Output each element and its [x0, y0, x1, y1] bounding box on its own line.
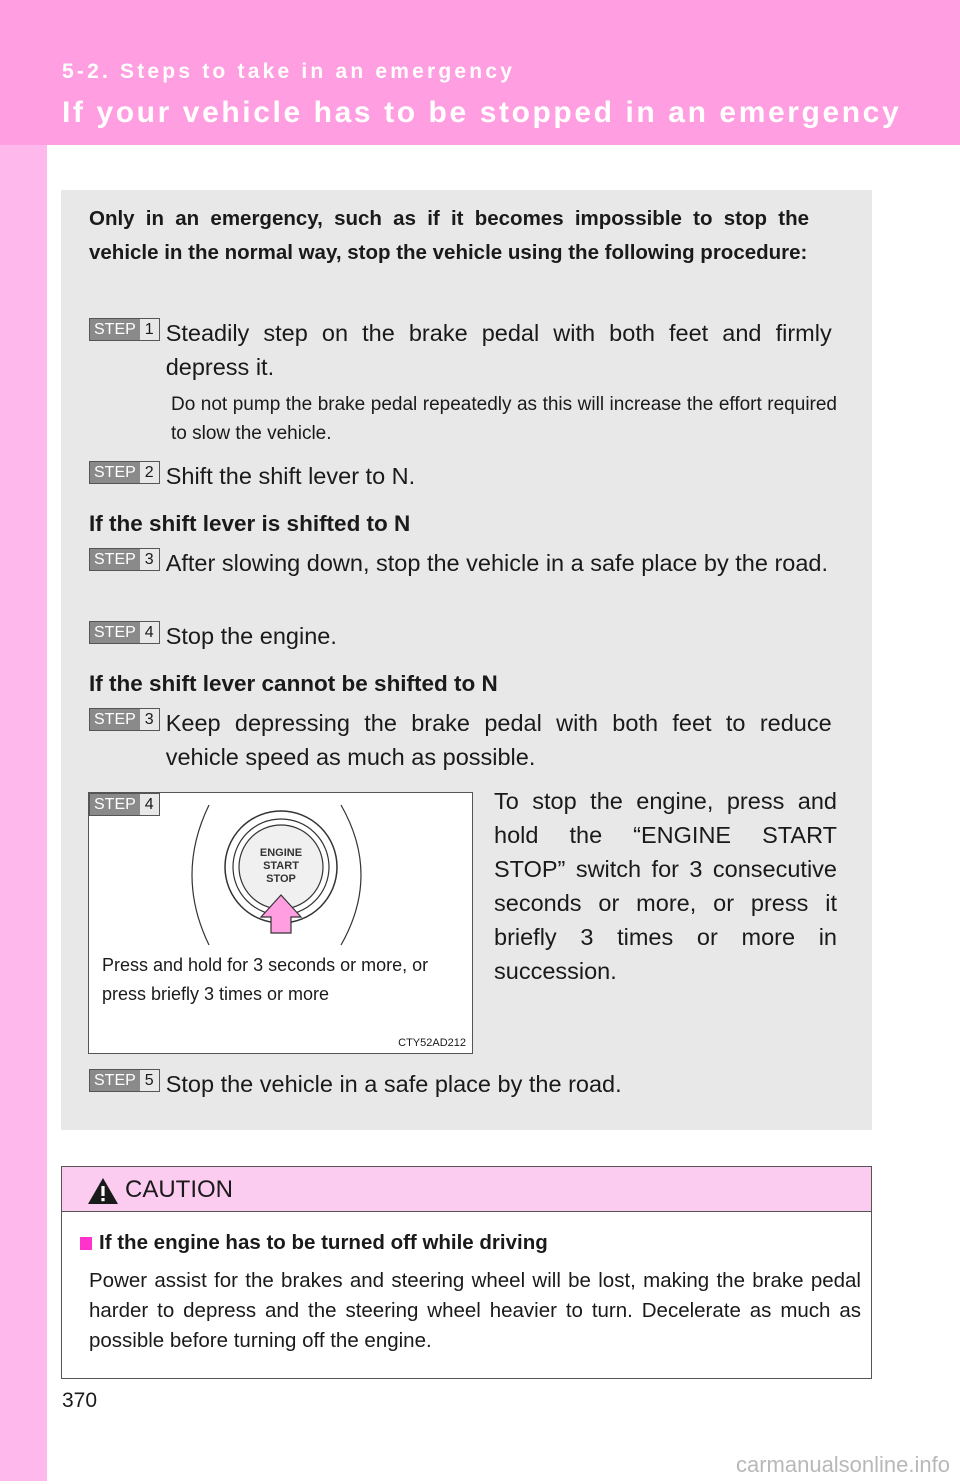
- page-header: [0, 0, 960, 145]
- step-4-text: To stop the engine, press and hold the “ENGINE START STOP” switch for 3 consecutive seconds or more, or press it briefly 3 times or more in succession.: [494, 788, 837, 984]
- caution-body: Power assist for the brakes and steering wheel will be lost, making the brake pedal harder to depress and the steering wheel heavier to turn. Decelerate as much as possible before turning off the engine.: [89, 1269, 861, 1352]
- button-label-line-3: STOP: [266, 873, 296, 885]
- procedure-panel: [61, 190, 872, 1130]
- step-badge: STEP 3: [89, 548, 160, 571]
- case-not-shifted-heading: If the shift lever cannot be shifted to N: [89, 671, 498, 696]
- step-badge: STEP 4: [89, 621, 160, 644]
- caution-header: [62, 1167, 871, 1212]
- figure-code: CTY52AD212: [398, 1037, 466, 1049]
- case-not-n-step-3: [89, 706, 832, 774]
- bullet-square-icon: [80, 1237, 92, 1250]
- engine-start-button-illustration: [189, 801, 379, 949]
- step-text: Keep depressing the brake pedal with both feet to reduce vehicle speed as much as possible.: [165, 710, 832, 770]
- side-band: [0, 145, 47, 1481]
- button-label-line-2: START: [263, 860, 299, 872]
- caution-title: CAUTION: [125, 1176, 233, 1203]
- case-n-step-4: [89, 619, 832, 653]
- page-number: 370: [62, 1389, 98, 1412]
- step-badge: STEP 5: [89, 1069, 160, 1092]
- step-text: Shift the shift lever to N.: [165, 463, 416, 489]
- page-title: If your vehicle has to be stopped in an emergency: [62, 96, 902, 129]
- caution-box: [61, 1166, 872, 1379]
- intro-text: Only in an emergency, such as if it becomes impossible to stop the vehicle in the normal way, stop the vehicle using the following procedure:: [89, 207, 809, 264]
- step-badge: STEP 3: [89, 708, 160, 731]
- figure-caption: Press and hold for 3 seconds or more, or press briefly 3 times or more: [102, 955, 429, 1004]
- watermark: carmanualsonline.info: [735, 1452, 950, 1477]
- step-text: Stop the vehicle in a safe place by the road.: [165, 1071, 622, 1097]
- section-label: 5-2. Steps to take in an emergency: [62, 60, 516, 83]
- case-n-step-3: [89, 546, 832, 580]
- step-badge: STEP 4: [89, 793, 160, 816]
- warning-icon: [87, 1177, 119, 1205]
- caution-item-heading: If the engine has to be turned off while driving: [80, 1231, 548, 1255]
- step-text: Stop the engine.: [165, 623, 337, 649]
- step-badge: STEP 2: [89, 461, 160, 484]
- step-badge: STEP 1: [89, 318, 160, 341]
- step-text: After slowing down, stop the vehicle in a safe place by the road.: [165, 550, 829, 576]
- step-1-note: Do not pump the brake pedal repeatedly as this will increase the effort required to slow the vehicle.: [171, 394, 837, 444]
- case-not-n-step-5: [89, 1067, 832, 1101]
- step-1: [89, 316, 832, 384]
- case-shifted-heading: If the shift lever is shifted to N: [89, 511, 411, 536]
- step-2: [89, 459, 832, 493]
- button-label-line-1: ENGINE: [259, 847, 303, 859]
- engine-switch-figure: [88, 792, 473, 1054]
- step-text: Steadily step on the brake pedal with both feet and firmly depress it.: [165, 320, 832, 380]
